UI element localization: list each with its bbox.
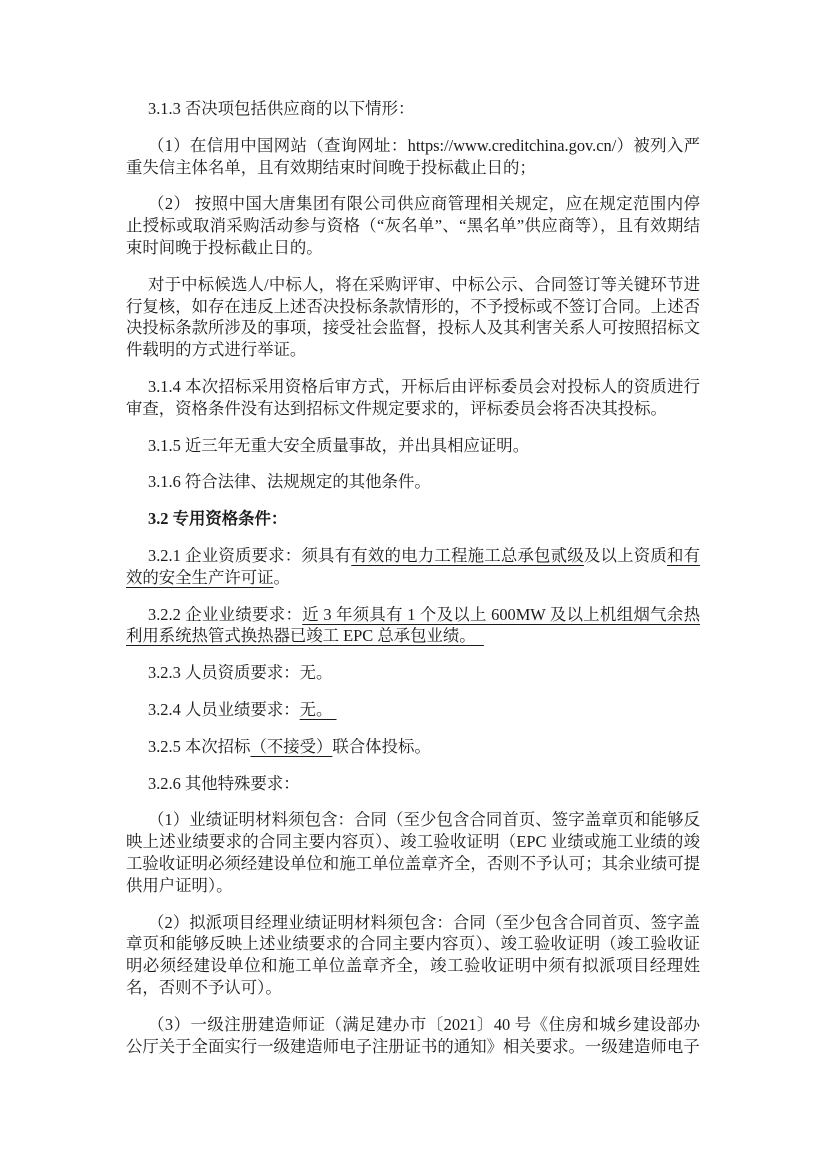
text-run: （3）一级注册建造师证（满足建办市〔2021〕40 号《住房和城乡建设部办公厅关于全面实行一级建造师电子注册证书的通知》相关要求。一级建造师电子 [126,1014,700,1056]
text-run: 3.2.3 人员资质要求：无。 [148,663,333,683]
underlined-text-run: 和有效的安全生产许可证 [126,545,701,587]
clause-3-1-5 [126,435,700,457]
underlined-text-run: 近 3 年须具有 1 个及以上 600MW 及以上机组烟气余热利用系统热管式换热器已竣工 EPC 总承包业绩。 [126,604,700,646]
underlined-text-run: （不接受） [250,736,333,756]
text-run: 3.2.5 本次招标 [148,736,251,756]
clause-3-2-5 [126,736,700,758]
text-run: 3.2.4 人员业绩要求： [148,699,300,719]
text-run: 3.2.2 企业业绩要求： [148,604,303,624]
clause-3-2-4 [126,699,700,721]
text-run: 联合体投标。 [332,736,431,756]
item-3-constructor-certificate [126,1014,700,1058]
clause-3-2-6 [126,773,700,795]
document-content [126,98,700,1072]
item-2-pm-performance-proof [126,912,700,999]
text-run: （2）拟派项目经理业绩证明材料须包含：合同（至少包含合同首页、签字盖章页和能够反映上述业绩要求的合同主要内容页）、竣工验收证明（竣工验收证明必须经建设单位和施工单位盖章齐全，竣工验收证明中须有拟派项目经理姓名，否则不予认可）。 [126,912,700,997]
clause-3-2-3 [126,662,700,684]
text-run: （1）在信用中国网站（查询网址：https://www.creditchina.gov.cn/）被列入严重失信主体名单，且有效期结束时间晚于投标截止日的； [126,135,700,177]
text-run: 及以上资质 [583,545,668,565]
text-run: 3.1.6 符合法律、法规规定的其他条件。 [148,472,431,492]
text-run: 3.1.4 本次招标采用资格后审方式，开标后由评标委员会对投标人的资质进行审查，资格条件没有达到招标文件规定要求的，评标委员会将否决其投标。 [126,376,700,418]
item-1-credit-china [126,135,700,179]
clause-3-1-3 [126,98,700,120]
clause-3-2-2 [126,604,700,648]
item-2-datang-rules [126,193,700,258]
text-run: 。 [273,567,290,587]
text-run: 对于中标候选人/中标人，将在采购评审、中标公示、合同签订等关键环节进行复核，如存在违反上述否决投标条款情形的，不予授标或不签订合同。上述否决投标条款所涉及的事项，接受社会监督，投标人及其利害关系人可按照招标文件载明的方式进行举证。 [126,274,700,360]
text-run: （2） 按照中国大唐集团有限公司供应商管理相关规定，应在规定范围内停止授标或取消采购活动参与资格（“灰名单”、“黑名单”供应商等），且有效期结束时间晚于投标截止日的。 [126,194,700,257]
text-run: （1）业绩证明材料须包含：合同（至少包含合同首页、签字盖章页和能够反映上述业绩要求的合同主要内容页）、竣工验收证明（EPC 业绩或施工业绩的竣工验收证明必须经建设单位和施工单位盖章齐全，否则不予认可；其余业绩可提供用户证明）。 [126,810,700,895]
clause-3-1-6 [126,471,700,493]
clause-3-2-1 [126,545,700,589]
text-run: 3.2.1 企业资质要求：须具有 [148,545,352,565]
para-winner-review [126,274,700,361]
item-1-performance-proof [126,809,700,896]
clause-3-1-4 [126,376,700,420]
text-run: 3.1.5 近三年无重大安全质量事故，并出具相应证明。 [148,435,530,455]
underlined-text-run: 有效的电力工程施工总承包贰级 [351,545,584,565]
text-run: 3.2.6 其他特殊要求： [148,773,300,793]
text-run: 3.2 专用资格条件： [148,509,288,529]
text-run: 3.1.3 否决项包括供应商的以下情形： [148,99,415,118]
heading-3-2 [126,508,700,530]
underlined-text-run: 无。 [299,699,337,719]
